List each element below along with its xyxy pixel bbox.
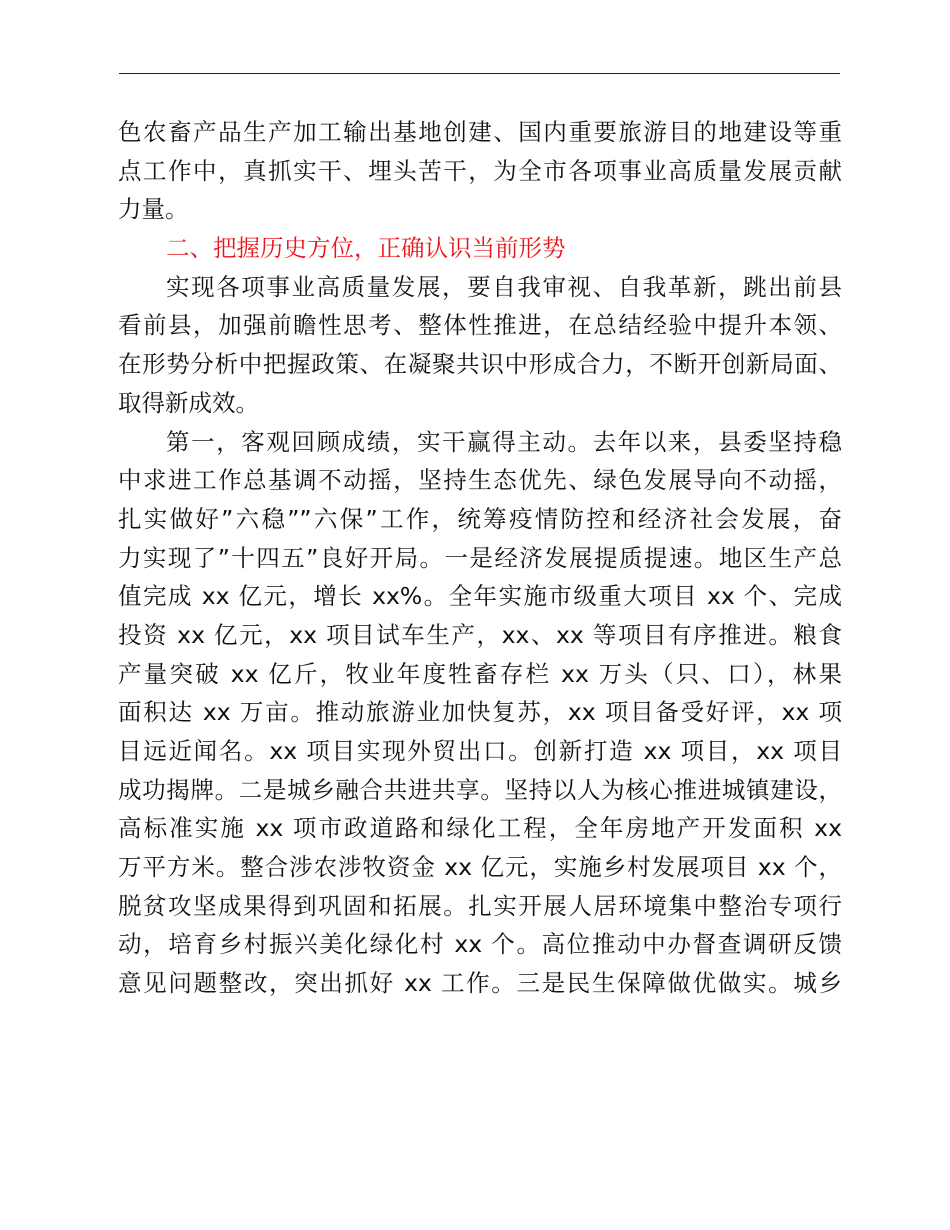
header-rule <box>119 73 840 74</box>
text-line: 成功揭牌。二是城乡融合共进共享。坚持以人为核心推进城镇建设， <box>118 775 842 804</box>
text-line: 动，培育乡村振兴美化绿化村 xx 个。高位推动中办督查调研反馈 <box>118 930 842 959</box>
text-line: 目远近闻名。xx 项目实现外贸出口。创新打造 xx 项目，xx 项目 <box>118 737 842 765</box>
text-line: 扎实做好”六稳””六保”工作，统筹疫情防控和经济社会发展，奋 <box>118 504 842 533</box>
text-line: 值完成 xx 亿元，增长 xx%。全年实施市级重大项目 xx 个、完成 <box>118 582 842 611</box>
text-line: 实现各项事业高质量发展，要自我审视、自我革新，跳出前县 <box>166 272 842 301</box>
text-line: 面积达 xx 万亩。推动旅游业加快复苏，xx 项目备受好评，xx 项 <box>118 698 842 727</box>
text-line: 投资 xx 亿元，xx 项目试车生产，xx、xx 等项目有序推进。粮食 <box>118 620 842 649</box>
text-line: 中求进工作总基调不动摇，坚持生态优先、绿色发展导向不动摇， <box>118 466 842 495</box>
text-line: 第一，客观回顾成绩，实干赢得主动。去年以来，县委坚持稳 <box>166 427 842 456</box>
text-line: 意见问题整改，突出抓好 xx 工作。三是民生保障做优做实。城乡 <box>118 969 842 998</box>
text-line: 脱贫攻坚成果得到巩固和拓展。扎实开展人居环境集中整治专项行 <box>118 891 842 920</box>
text-line: 看前县，加强前瞻性思考、整体性推进，在总结经验中提升本领、 <box>118 311 842 340</box>
text-line: 色农畜产品生产加工输出基地创建、国内重要旅游目的地建设等重 <box>118 118 842 146</box>
text-line: 力实现了”十四五”良好开局。一是经济发展提质提速。地区生产总 <box>118 543 842 572</box>
text-line: 高标准实施 xx 项市政道路和绿化工程，全年房地产开发面积 xx <box>118 814 842 843</box>
paragraph-situation <box>118 268 842 423</box>
text-line: 点工作中，真抓实干、埋头苦干，为全市各项事业高质量发展贡献 <box>118 156 842 185</box>
text-line: 万平方米。整合涉农涉牧资金 xx 亿元，实施乡村发展项目 xx 个， <box>118 853 842 882</box>
paragraph-achievements <box>118 423 842 1003</box>
text-line: 取得新成效。 <box>118 388 259 417</box>
text-line: 力量。 <box>118 195 189 224</box>
document-body <box>118 113 842 1003</box>
text-line: 在形势分析中把握政策、在凝聚共识中形成合力，不断开创新局面、 <box>118 350 842 379</box>
paragraph-continuation <box>118 113 842 229</box>
section-heading: 二、把握历史方位，正确认识当前形势 <box>166 234 566 263</box>
text-line: 产量突破 xx 亿斤，牧业年度牲畜存栏 xx 万头（只、口），林果 <box>118 659 842 688</box>
